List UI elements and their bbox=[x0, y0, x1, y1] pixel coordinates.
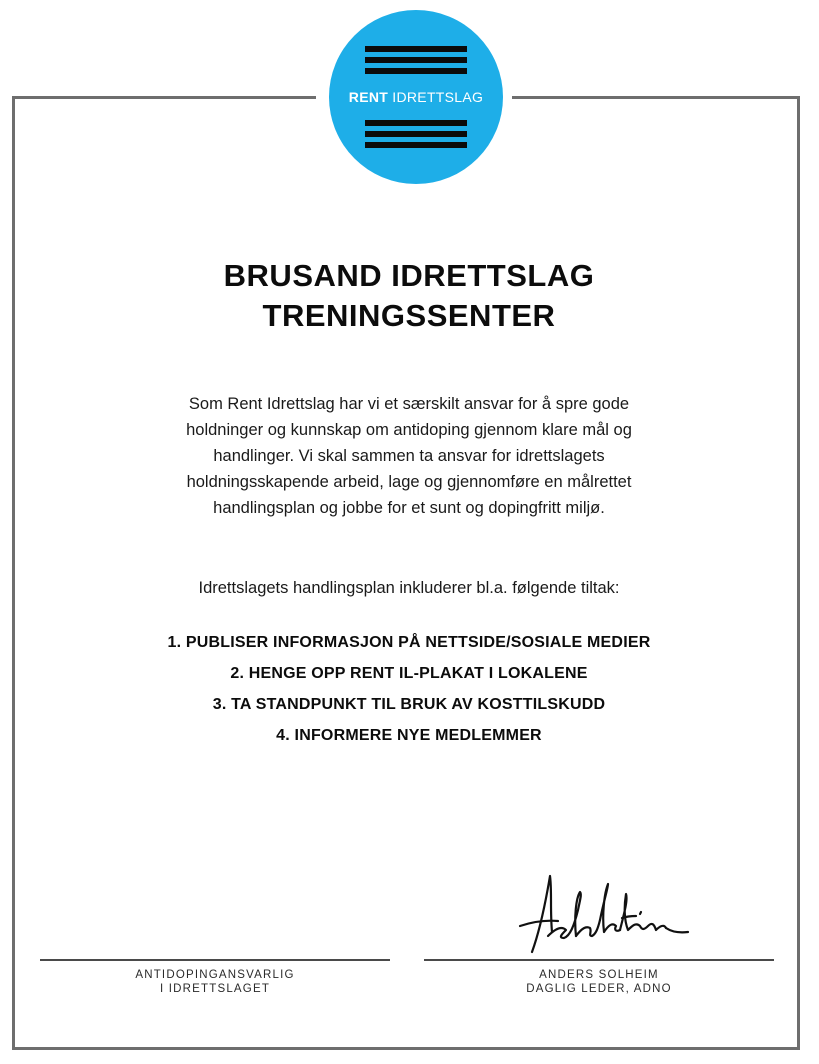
page-title bbox=[60, 256, 758, 336]
title-line-1: BRUSAND IDRETTSLAG bbox=[223, 258, 595, 293]
handwritten-signature bbox=[512, 870, 692, 960]
caption-line: I IDRETTSLAGET bbox=[159, 983, 271, 995]
logo-bar bbox=[365, 120, 467, 126]
rent-idrettslag-logo bbox=[329, 10, 503, 184]
caption-line: ANTIDOPINGANSVARLIG bbox=[135, 969, 295, 981]
logo-bar bbox=[365, 142, 467, 148]
action-item: 3. TA STANDPUNKT TIL BRUK AV KOSTTILSKUDD bbox=[212, 696, 606, 713]
body-line: holdningsskapende arbeid, lage og gjennomføre en målrettet bbox=[186, 473, 632, 491]
logo-bar bbox=[365, 57, 467, 63]
signature-caption-left bbox=[40, 968, 390, 996]
signature-caption-right bbox=[424, 968, 774, 996]
body-line: Som Rent Idrettslag har vi et særskilt ansvar for å spre gode bbox=[188, 395, 630, 413]
action-item: 2. HENGE OPP RENT IL-PLAKAT I LOKALENE bbox=[230, 665, 588, 682]
body-paragraph bbox=[120, 391, 698, 521]
caption-line: ANDERS SOLHEIM bbox=[539, 969, 659, 981]
logo-word-rent: RENT bbox=[348, 89, 389, 105]
body-line: holdninger og kunnskap om antidoping gjennom klare mål og bbox=[186, 421, 632, 439]
logo-wordmark bbox=[329, 89, 503, 105]
action-item: 4. INFORMERE NYE MEDLEMMER bbox=[276, 727, 542, 744]
logo-bar bbox=[365, 68, 467, 74]
signature-line-left bbox=[40, 959, 390, 961]
title-line-2: TRENINGSSENTER bbox=[262, 298, 556, 333]
caption-line: DAGLIG LEDER, ADNO bbox=[526, 983, 672, 995]
signature-line-right bbox=[424, 959, 774, 961]
body-line: handlinger. Vi skal sammen ta ansvar for idrettslagets bbox=[213, 447, 605, 465]
logo-word-idrettslag: IDRETTSLAG bbox=[392, 89, 484, 105]
logo-bar bbox=[365, 46, 467, 52]
action-item: 1. PUBLISER INFORMASJON PÅ NETTSIDE/SOSIALE MEDIER bbox=[167, 634, 651, 651]
body-line: handlingsplan og jobbe for et sunt og dopingfritt miljø. bbox=[213, 499, 605, 517]
action-plan-intro: Idrettslagets handlingsplan inkluderer bl.a. følgende tiltak: bbox=[198, 579, 620, 597]
logo-bar bbox=[365, 131, 467, 137]
action-list bbox=[40, 627, 778, 751]
